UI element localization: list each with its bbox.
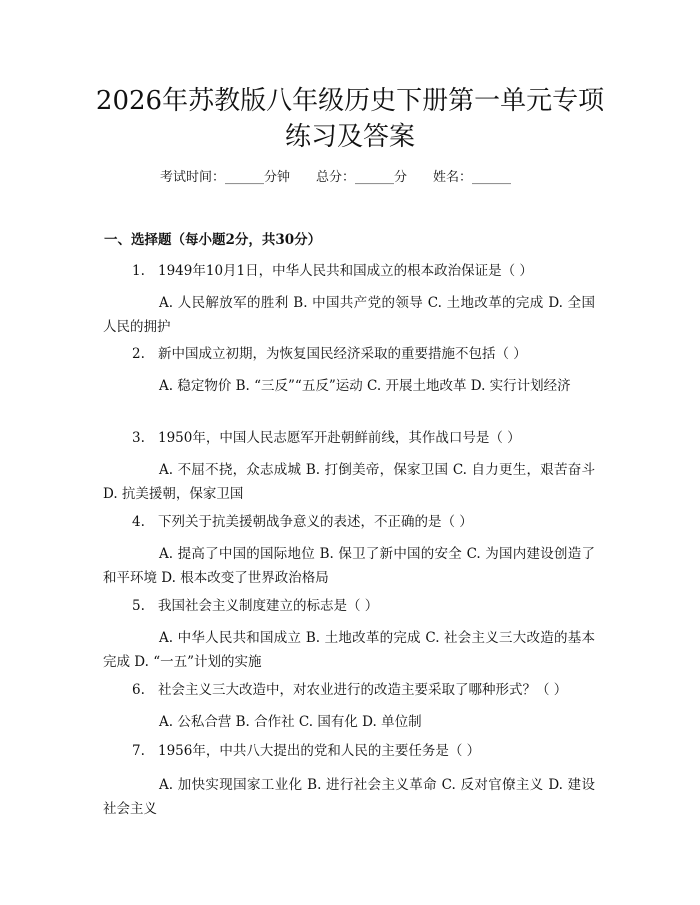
question-options: A. 中华人民共和国成立 B. 土地改革的完成 C. 社会主义三大改造的基本完成 D. “一五”计划的实施 <box>103 630 595 670</box>
question-text: 社会主义三大改造中，对农业进行的改造主要采取了哪种形式？（ ） <box>158 682 568 698</box>
question-options: A. 人民解放军的胜利 B. 中国共产党的领导 C. 土地改革的完成 D. 全国人民的拥护 <box>103 295 595 335</box>
question-text: 1956年，中共八大提出的党和人民的主要任务是（ ） <box>158 743 481 759</box>
total-score-field: 总分：______分 <box>316 170 408 185</box>
exam-info-row <box>160 168 511 188</box>
student-name-field: 姓名：______ <box>433 170 512 185</box>
document-title-line2: 练习及答案 <box>284 122 415 152</box>
question-stem <box>132 261 533 281</box>
question-stem <box>132 512 473 532</box>
question-number: 6. <box>132 682 145 698</box>
question-stem <box>132 680 567 700</box>
question-number: 5. <box>132 598 145 614</box>
question-stem <box>132 344 527 364</box>
question-number: 2. <box>132 346 145 362</box>
question-options: A. 提高了中国的国际地位 B. 保卫了新中国的安全 C. 为国内建设创造了和平环境 D. 根本改变了世界政治格局 <box>103 546 595 586</box>
question-stem <box>132 596 378 616</box>
question-options: A. 不屈不挠，众志成城 B. 打倒美帝，保家卫国 C. 自力更生，艰苦奋斗 D. 抗美援朝，保家卫国 <box>103 462 595 502</box>
question-stem <box>132 741 480 761</box>
question-options: A. 加快实现国家工业化 B. 进行社会主义革命 C. 反对官僚主义 D. 建设社会主义 <box>103 777 595 817</box>
question-number: 7. <box>132 743 145 759</box>
exam-time-field: 考试时间：______分钟 <box>160 170 291 185</box>
section-heading: 一、选择题（每小题2分，共30分） <box>104 232 322 248</box>
question-text: 下列关于抗美援朝战争意义的表述，不正确的是（ ） <box>158 514 473 530</box>
question-number: 4. <box>132 514 145 530</box>
question-stem <box>132 428 521 448</box>
question-text: 1950年，中国人民志愿军开赴朝鲜前线，其作战口号是（ ） <box>158 430 521 446</box>
question-text: 我国社会主义制度建立的标志是（ ） <box>158 598 379 614</box>
document-title-line1: 2026年苏教版八年级历史下册第一单元专项 <box>95 86 605 116</box>
question-text: 1949年10月1日，中华人民共和国成立的根本政治保证是（ ） <box>158 263 533 279</box>
question-options: A. 稳定物价 B. “三反”“五反”运动 C. 开展土地改革 D. 实行计划经济 <box>159 378 571 394</box>
question-text: 新中国成立初期，为恢复国民经济采取的重要措施不包括（ ） <box>158 346 527 362</box>
question-options: A. 公私合营 B. 合作社 C. 国有化 D. 单位制 <box>159 714 422 730</box>
question-number: 1. <box>132 263 145 279</box>
question-number: 3. <box>132 430 145 446</box>
